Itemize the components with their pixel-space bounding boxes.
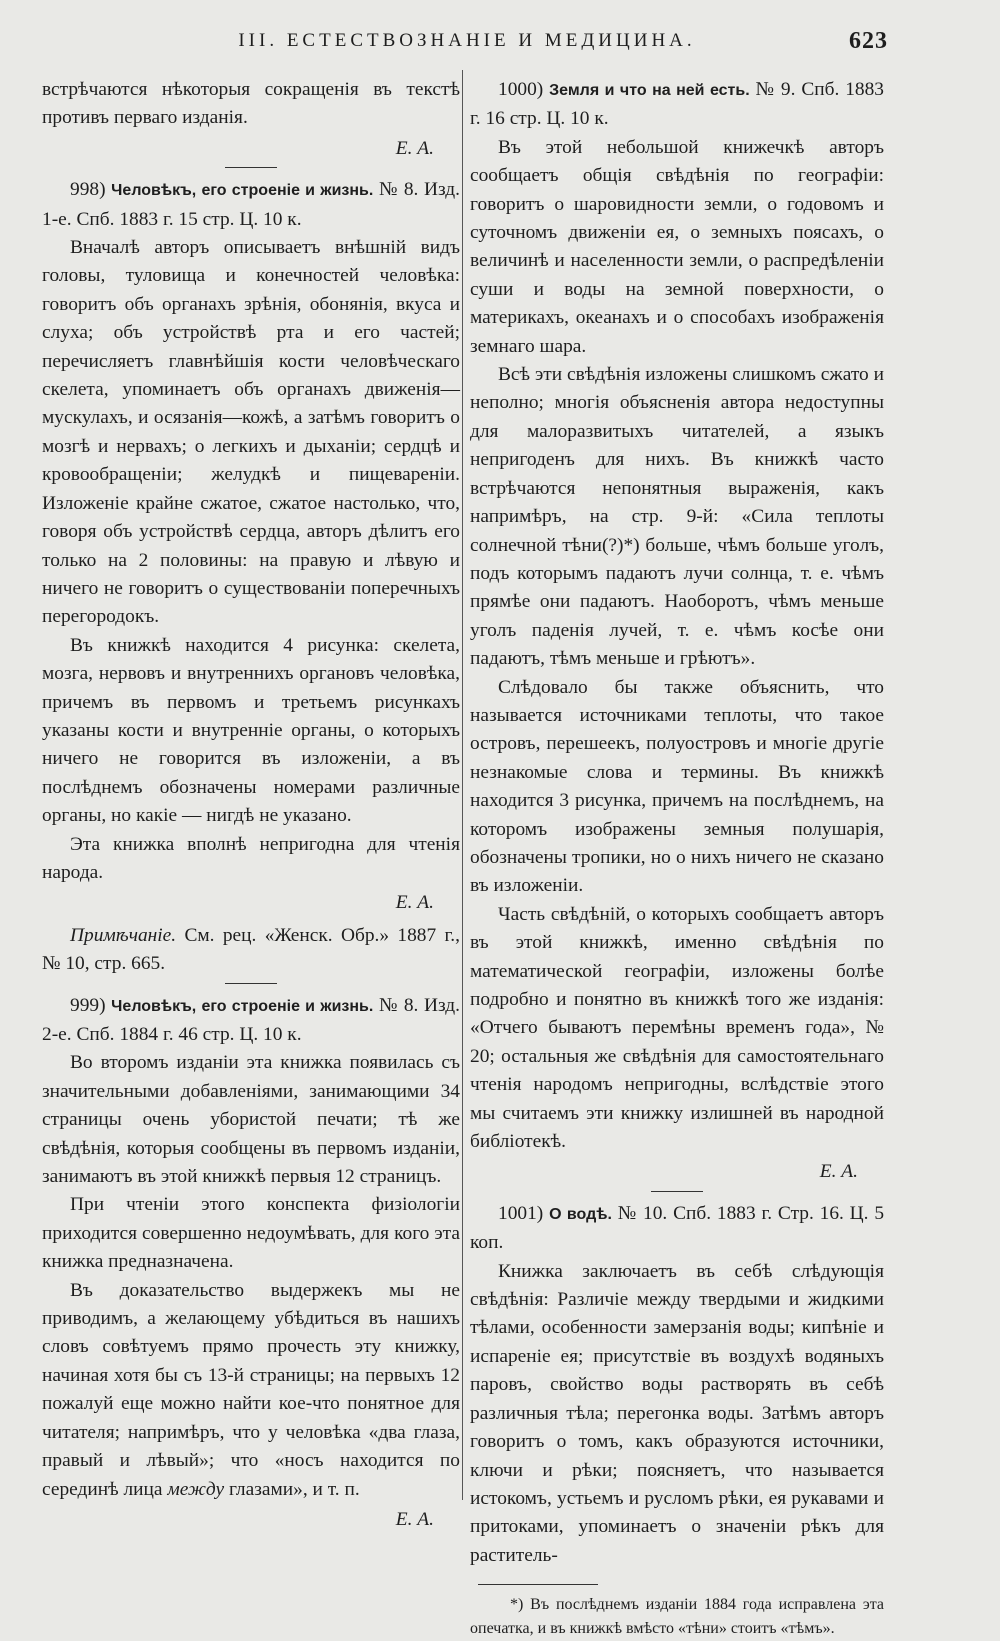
- paragraph: Во второмъ изданіи эта книжка появилась съ значительными добавленіями, занимающими 34 страницы очень убористой печати; тѣ же свѣдѣнія, которыя сообщены въ первомъ изданіи, занимаютъ въ этой книжкѣ первыя 12 страницъ.: [42, 1052, 460, 1188]
- entry-heading: [470, 1200, 884, 1258]
- right-column: [470, 76, 884, 1641]
- entry-heading: [470, 76, 884, 134]
- paragraph: Вначалѣ авторъ описываетъ внѣшній видъ головы, туловища и конечностей человѣка: говоритъ объ органахъ зрѣнія, обонянія, вкуса и слуха; объ устройствѣ рта и его частей; перечисляетъ главнѣйшія кости человѣческаго скелета, упоминаетъ объ органахъ движенія—мускулахъ, и осязанія—кожѣ, а затѣмъ говоритъ о мозгѣ и нервахъ; о легкихъ и дыханіи; сердцѣ и кровообращеніи; желудкѣ и пищевареніи. Изложеніе крайне сжатое, сжатое настолько, что, говоря объ устройствѣ сердца, авторъ дѣлитъ его только на 2 половины: на правую и лѣвую и ничего не говоритъ о существованіи поперечныхъ перегородокъ.: [42, 237, 460, 628]
- footnote: [470, 1593, 884, 1641]
- emphasis: между: [167, 1478, 225, 1500]
- paragraph: Всѣ эти свѣдѣнія изложены слишкомъ сжато и неполно; многія объясненія автора недоступны для малоразвитыхъ читателей, а языкъ непригоденъ для нихъ. Въ книжкѣ часто встрѣчаются непонятныя выраженія, какъ напримѣръ, на стр. 9-й: «Сила теплоты солнечной тѣни(?)*) больше, чѣмъ больше уголъ, подъ которымъ падаютъ лучи солнца, т. е. чѣмъ прямѣе они падаютъ. Наоборотъ, чѣмъ меньше уголъ паденія лучей, т. е. чѣмъ косѣе они падаютъ, тѣмъ меньше и грѣютъ».: [470, 364, 884, 670]
- footnote-text: *) Въ послѣднемъ изданіи 1884 года исправлена эта опечатка, и въ книжкѣ вмѣсто «тѣни» стоитъ «тѣмъ».: [470, 1596, 884, 1638]
- section-rule: [225, 167, 277, 168]
- paragraph: При чтеніи этого конспекта физіологіи приходится совершенно недоумѣвать, для кого эта книжка предназначена.: [42, 1194, 460, 1273]
- signature: Е. А.: [395, 137, 434, 159]
- entry-number: 1000): [498, 79, 544, 100]
- entry-title: Человѣкъ, его строеніе и жизнь.: [111, 182, 374, 200]
- paragraph: Часть свѣдѣній, о которыхъ сообщаетъ авторъ въ этой книжкѣ, именно свѣдѣнія по математической географіи, изложены болѣе подробно и понятно въ книжкѣ того же изданія: «Отчего бываютъ перемѣны временъ года», № 20; остальныя же свѣдѣнія для самостоятельнаго чтенія народомъ непригодны, вслѣдствіе этого мы считаемъ эти книжку излишней въ народной библіотекѣ.: [470, 903, 884, 1153]
- entry-meta: № 8. Изд. 2-е. Спб. 1884 г. 46 стр. Ц. 10 к.: [42, 994, 460, 1045]
- signature: Е. А.: [395, 1508, 434, 1530]
- entry-title: Человѣкъ, его строеніе и жизнь.: [111, 997, 374, 1015]
- entry-meta: № 10. Спб. 1883 г. Стр. 16. Ц. 5 коп.: [470, 1202, 885, 1254]
- paragraph: Въ этой небольшой книжечкѣ авторъ сообщаетъ общія свѣдѣнія по географіи: говоритъ о шаровидности земли, о годовомъ и суточномъ движеніи ея, о земныхъ поясахъ, о величинѣ и населенности земли, о распредѣленіи суши и воды на земной поверхности, о материкахъ, океанахъ и о способахъ изображенія земнаго шара.: [470, 136, 884, 357]
- entry-title: Земля и что на ней есть.: [549, 82, 750, 99]
- entry-heading: [42, 992, 460, 1050]
- note: [42, 922, 460, 979]
- paragraph: Книжка заключаетъ въ себѣ слѣдующія свѣдѣнія: Различіе между твердыми и жидкими тѣлами, особенности замерзанія воды; кипѣніе и испареніе ея; присутствіе въ воздухѣ водяныхъ паровъ, свойство воды растворять въ себѣ различныя тѣла; перегонка воды. Затѣмъ авторъ говоритъ о томъ, какъ образуются источники, ключи и рѣки; поясняетъ, что называется истокомъ, устьемъ и русломъ рѣки, ея рукавами и притоками, упоминаетъ о значеніи рѣкъ для раститель-: [470, 1260, 884, 1566]
- paragraph: Въ книжкѣ находится 4 рисунка: скелета, мозга, нервовъ и внутреннихъ органовъ человѣка, причемъ въ первомъ и третьемъ рисункахъ указаны кости и внутренніе органы, о которыхъ ничего не говорится въ изложеніи, а въ послѣднемъ обозначены номерами различные органы, но какіе — нигдѣ не указано.: [42, 634, 460, 827]
- entry-998: [42, 176, 460, 978]
- entry-number: 999): [70, 994, 106, 1016]
- page-number: 623: [849, 28, 888, 54]
- entry-meta: № 9. Спб. 1883 г. 16 стр. Ц. 10 к.: [470, 79, 884, 130]
- left-column: [42, 76, 460, 1538]
- entry-heading: [42, 176, 460, 234]
- signature: Е. А.: [395, 892, 434, 914]
- footnote-rule: [478, 1584, 598, 1585]
- paragraph: Слѣдовало бы также объяснить, что называется источниками теплоты, что такое островъ, перешеекъ, полуостровъ и многіе другіе незнакомые слова и термины. Въ книжкѣ находится 3 рисунка, причемъ на послѣднемъ, на которомъ изображены земныя полушарія, обозначены тропики, но о нихъ ничего не сказано въ изложеніи.: [470, 676, 884, 897]
- intro-line: встрѣчаются нѣкоторыя сокращенія въ текстѣ противъ перваго изданія.: [42, 79, 460, 129]
- entry-title: О водѣ.: [549, 1205, 612, 1223]
- entry-1001: [470, 1200, 884, 1570]
- entry-meta: № 8. Изд. 1-е. Спб. 1883 г. 15 стр. Ц. 10 к.: [42, 179, 460, 230]
- signature: Е. А.: [819, 1161, 858, 1183]
- note-label: Примѣчаніе.: [70, 924, 177, 946]
- running-head: III. ЕСТЕСТВОЗНАНІЕ И МЕДИЦИНА.: [238, 30, 696, 51]
- paragraph: Эта книжка вполнѣ непригодна для чтенія народа.: [42, 833, 460, 883]
- entry-number: 998): [70, 179, 106, 201]
- column-divider: [462, 70, 463, 1500]
- note-text: См. рец. «Женск. Обр.» 1887 г., № 10, стр. 665.: [42, 924, 460, 975]
- entry-number: 1001): [498, 1202, 544, 1224]
- paragraph-text: Въ доказательство выдержекъ мы не приводимъ, а желающему убѣдиться въ нашихъ словъ совѣтуемъ прямо прочесть эту книжку, начиная хотя бы съ 13-й страницы; на первыхъ 12 пожалуй еще можно найти кое-что понятное для читателя; напримѣръ, что у человѣка «два глаза, правый и лѣвый»; что «носъ находится по серединѣ лица: [42, 1279, 460, 1500]
- section-rule: [225, 983, 277, 984]
- paragraph: [42, 1277, 460, 1504]
- entry-1000: [470, 76, 884, 1187]
- paragraph-text: глазами», и т. п.: [228, 1478, 360, 1500]
- entry-999: [42, 992, 460, 1535]
- section-rule: [651, 1191, 703, 1192]
